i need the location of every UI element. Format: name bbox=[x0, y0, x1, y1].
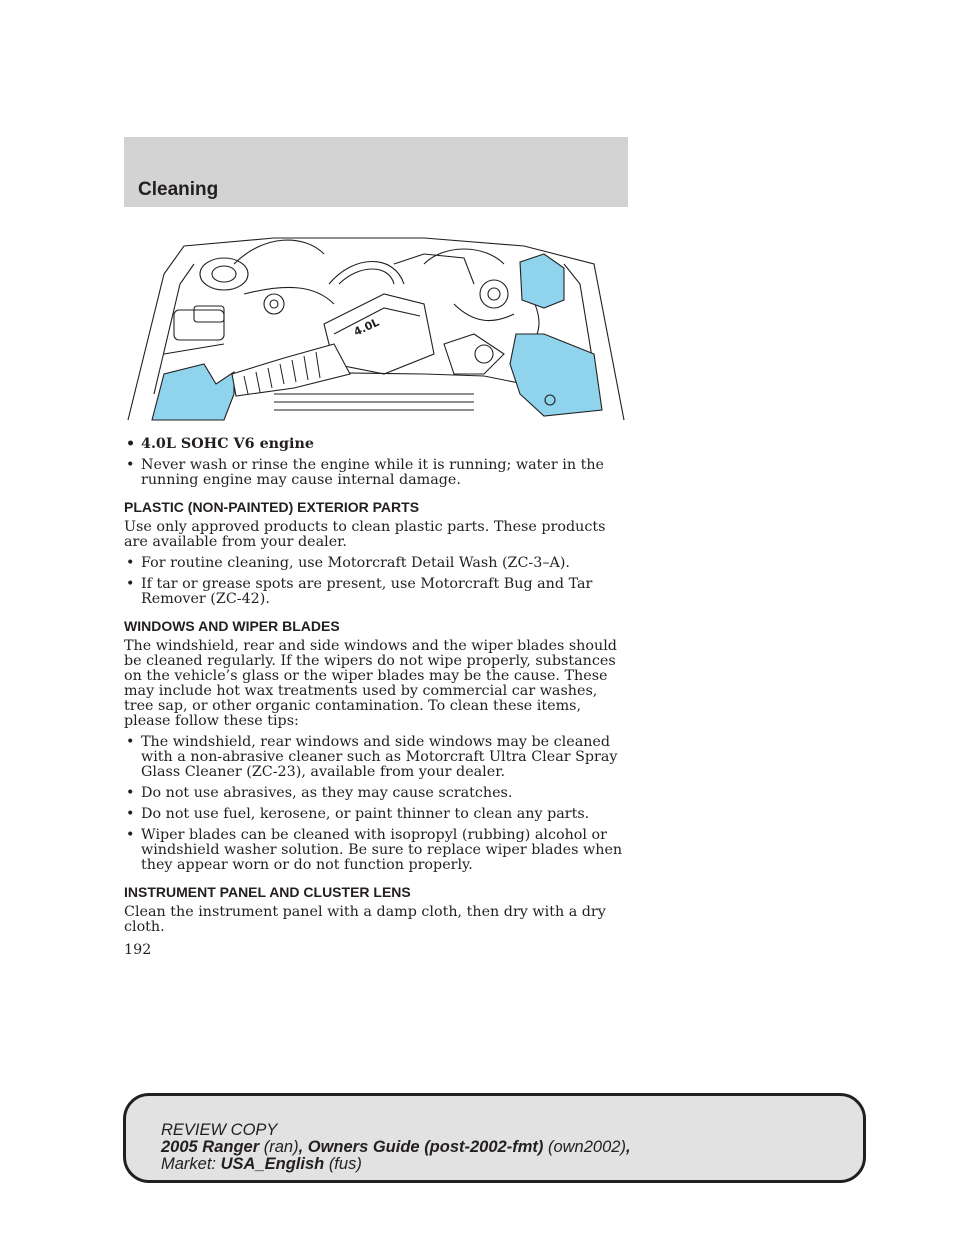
section-header-band bbox=[124, 137, 628, 207]
list-item bbox=[124, 577, 630, 607]
bullet-dot: • bbox=[126, 555, 135, 571]
list-item bbox=[124, 786, 630, 801]
engine-bay-illustration bbox=[124, 224, 628, 424]
list-item bbox=[124, 437, 630, 452]
footer-line-review: REVIEW COPY bbox=[161, 1121, 278, 1139]
instrument-paragraph: Clean the instrument panel with a damp cloth, then dry with a dry cloth. bbox=[124, 904, 606, 935]
bullet-dot: • bbox=[126, 806, 135, 822]
bullet-dot: • bbox=[126, 827, 135, 843]
list-item-text: The windshield, rear windows and side windows may be cleaned with a non-abrasive cleaner such as Motorcraft Ultra Clear Spray Glass Cleaner (ZC-23), available from your dealer. bbox=[141, 734, 618, 780]
list-item-text: Do not use fuel, kerosene, or paint thinner to clean any parts. bbox=[141, 806, 590, 822]
windows-paragraph: The windshield, rear and side windows and the wiper blades should be cleaned regularly. If the wipers do not wipe properly, substances on the vehicle’s glass or the wiper blades may be the cause. These may include hot wax treatments used by commercial car washes, tree sap, or other organic contamination. To clean these items, please follow these tips: bbox=[124, 638, 617, 729]
air-filter-highlight bbox=[152, 364, 234, 420]
footer-market-code: (fus) bbox=[328, 1155, 362, 1173]
heading-plastic-parts: PLASTIC (NON-PAINTED) EXTERIOR PARTS bbox=[124, 499, 420, 515]
washer-reservoir-highlight bbox=[510, 334, 602, 416]
footer-line-guide bbox=[161, 1139, 631, 1156]
list-item bbox=[124, 828, 630, 873]
coolant-reservoir-highlight bbox=[520, 254, 564, 308]
bullet-dot: • bbox=[126, 436, 136, 452]
footer-text bbox=[161, 1122, 631, 1173]
list-item-text: Wiper blades can be cleaned with isopropyl (rubbing) alcohol or windshield washer solution. Be sure to replace wiper blades when they appear worn or do not function properly. bbox=[141, 827, 623, 873]
page-number: 192 bbox=[124, 942, 152, 958]
footer-guide: , Owners Guide (post-2002-fmt) bbox=[298, 1138, 544, 1156]
footer-guide-code: (own2002) bbox=[547, 1138, 626, 1156]
heading-instrument-panel: INSTRUMENT PANEL AND CLUSTER LENS bbox=[124, 884, 411, 900]
list-item bbox=[124, 458, 630, 488]
plastic-paragraph: Use only approved products to clean plastic parts. These products are available from your dealer. bbox=[124, 519, 606, 550]
footer-model: 2005 Ranger bbox=[161, 1138, 260, 1156]
footer-line-market bbox=[161, 1156, 631, 1173]
footer-comma: , bbox=[625, 1138, 631, 1156]
list-item bbox=[124, 735, 630, 780]
engine-label: 4.0L bbox=[351, 315, 382, 339]
footer-market-label: Market: bbox=[161, 1155, 217, 1173]
footer-model-code: (ran) bbox=[263, 1138, 299, 1156]
footer-market: USA_English bbox=[220, 1155, 325, 1173]
bullet-dot: • bbox=[126, 457, 135, 473]
list-item bbox=[124, 807, 630, 822]
list-item bbox=[124, 556, 630, 571]
list-item-text: Do not use abrasives, as they may cause scratches. bbox=[141, 785, 513, 801]
engine-warning: Never wash or rinse the engine while it is running; water in the running engine may cause internal damage. bbox=[141, 457, 604, 488]
bullet-dot: • bbox=[126, 734, 135, 750]
heading-windows-wipers: WINDOWS AND WIPER BLADES bbox=[124, 618, 340, 634]
list-item-text: If tar or grease spots are present, use Motorcraft Bug and Tar Remover (ZC-42). bbox=[141, 576, 593, 607]
bullet-dot: • bbox=[126, 785, 135, 801]
list-item-text: For routine cleaning, use Motorcraft Detail Wash (ZC-3–A). bbox=[141, 555, 570, 571]
page-content bbox=[124, 437, 630, 958]
engine-caption: 4.0L SOHC V6 engine bbox=[141, 436, 314, 452]
review-copy-footer bbox=[123, 1093, 866, 1183]
section-title: Cleaning bbox=[138, 179, 219, 200]
bullet-dot: • bbox=[126, 576, 135, 592]
intake-duct bbox=[232, 344, 350, 396]
